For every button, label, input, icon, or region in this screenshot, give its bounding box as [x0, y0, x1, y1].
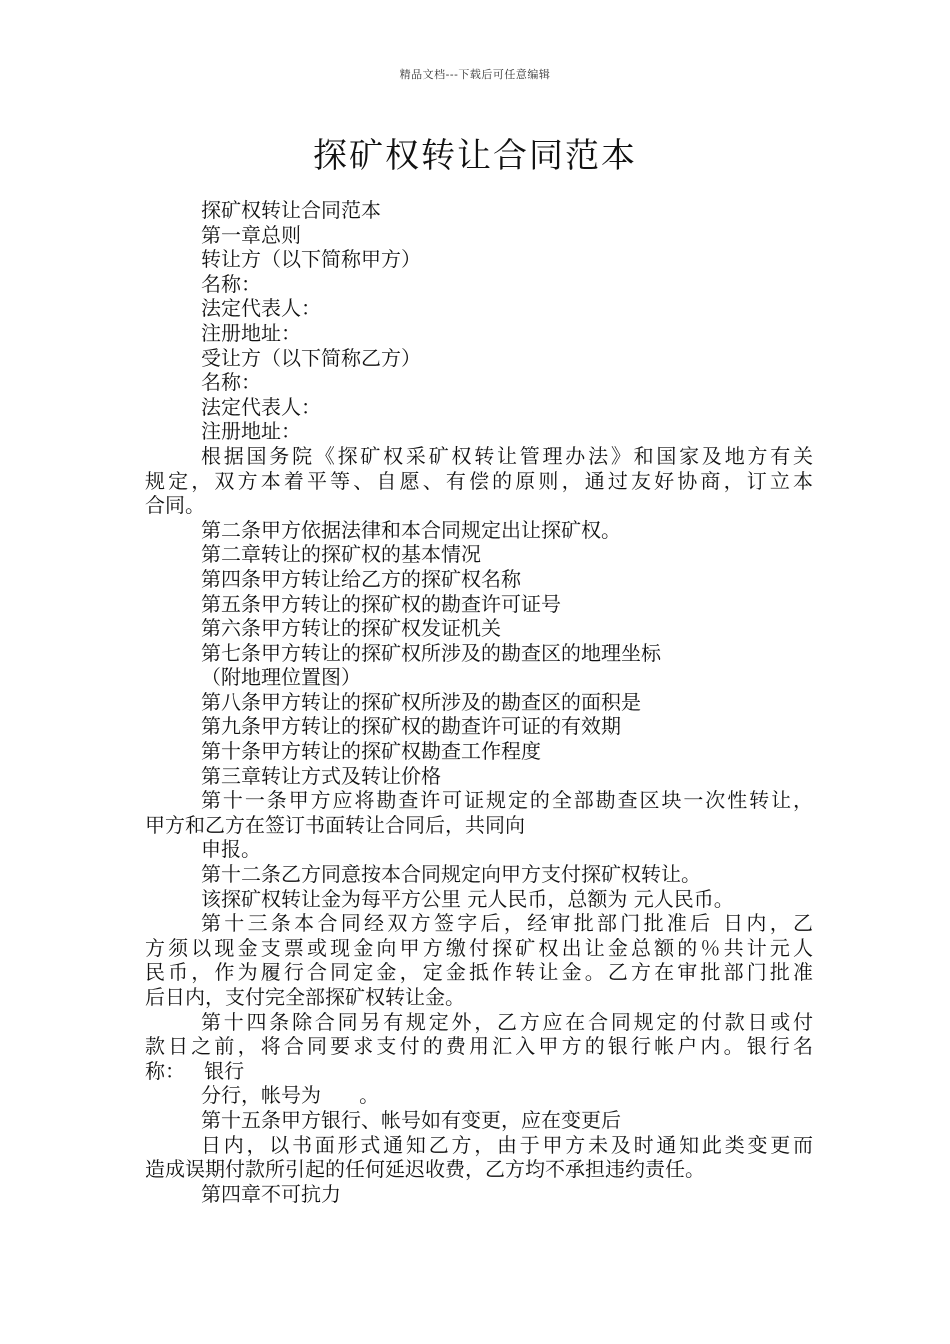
paragraph-line: 款日之前，将合同要求支付的费用汇入甲方的银行帐户内。银行名 [145, 1034, 813, 1059]
paragraph-line: 称： 银行 [145, 1058, 245, 1083]
paragraph-line: 第三章转让方式及转让价格 [201, 763, 441, 788]
paragraph-line: 第二章转让的探矿权的基本情况 [201, 542, 481, 567]
paragraph-line: 注册地址： [201, 419, 301, 444]
paragraph-line: 名称： [201, 271, 261, 296]
paragraph-line: 根据国务院《探矿权采矿权转让管理办法》和国家及地方有关 [201, 443, 813, 468]
paragraph-line: 转让方（以下简称甲方） [201, 247, 421, 272]
header-note: 精品文档---下载后可任意编辑 [399, 68, 551, 81]
paragraph-line: 规定，双方本着平等、自愿、有偿的原则，通过友好协商，订立本 [145, 468, 813, 493]
paragraph-line: 第二条甲方依据法律和本合同规定出让探矿权。 [201, 517, 621, 542]
paragraph-line: 民币，作为履行合同定金，定金抵作转让金。乙方在审批部门批准 [145, 960, 813, 985]
paragraph-line: 注册地址： [201, 320, 301, 345]
paragraph-line: 第十四条除合同另有规定外，乙方应在合同规定的付款日或付 [201, 1009, 813, 1034]
paragraph-line: 第十二条乙方同意按本合同规定向甲方支付探矿权转让。 [201, 862, 701, 887]
paragraph-line: 受让方（以下简称乙方） [201, 345, 421, 370]
paragraph-line: 第十一条甲方应将勘查许可证规定的全部勘查区块一次性转让， [201, 788, 813, 813]
paragraph-line: 第六条甲方转让的探矿权发证机关 [201, 616, 501, 641]
paragraph-line: 合同。 [145, 493, 205, 518]
paragraph-line: 第五条甲方转让的探矿权的勘查许可证号 [201, 591, 561, 616]
document-body [145, 198, 813, 1206]
paragraph-line: 第十条甲方转让的探矿权勘查工作程度 [201, 739, 541, 764]
paragraph-line: 法定代表人： [201, 296, 321, 321]
paragraph-line: 第八条甲方转让的探矿权所涉及的勘查区的面积是 [201, 689, 641, 714]
paragraph-line: 日内，以书面形式通知乙方，由于甲方未及时通知此类变更而 [201, 1132, 813, 1157]
paragraph-line: 方须以现金支票或现金向甲方缴付探矿权出让金总额的％共计元人 [145, 935, 813, 960]
paragraph-line: 探矿权转让合同范本 [201, 198, 381, 222]
paragraph-line: 申报。 [201, 837, 261, 862]
paragraph-line: 第十五条甲方银行、帐号如有变更，应在变更后 [201, 1107, 621, 1132]
document-title: 探矿权转让合同范本 [313, 136, 637, 176]
paragraph-line: （附地理位置图） [201, 665, 361, 690]
paragraph-line: 造成误期付款所引起的任何延迟收费，乙方均不承担违约责任。 [145, 1157, 705, 1182]
paragraph-line: 名称： [201, 370, 261, 395]
paragraph-line: 法定代表人： [201, 394, 321, 419]
paragraph-line: 后日内，支付完全部探矿权转让金。 [145, 985, 465, 1009]
paragraph-line: 第四章不可抗力 [201, 1181, 341, 1206]
paragraph-line: 第九条甲方转让的探矿权的勘查许可证的有效期 [201, 714, 621, 739]
paragraph-line: 甲方和乙方在签订书面转让合同后，共同向 [145, 812, 525, 837]
paragraph-line: 第七条甲方转让的探矿权所涉及的勘查区的地理坐标 [201, 640, 661, 665]
paragraph-line: 第一章总则 [201, 222, 301, 247]
paragraph-line: 该探矿权转让金为每平方公里 元人民币，总额为 元人民币。 [201, 886, 734, 911]
paragraph-line: 分行，帐号为 。 [201, 1083, 380, 1108]
paragraph-line: 第四条甲方转让给乙方的探矿权名称 [201, 566, 521, 591]
paragraph-line: 第十三条本合同经双方签字后，经审批部门批准后 日内，乙 [201, 911, 813, 936]
